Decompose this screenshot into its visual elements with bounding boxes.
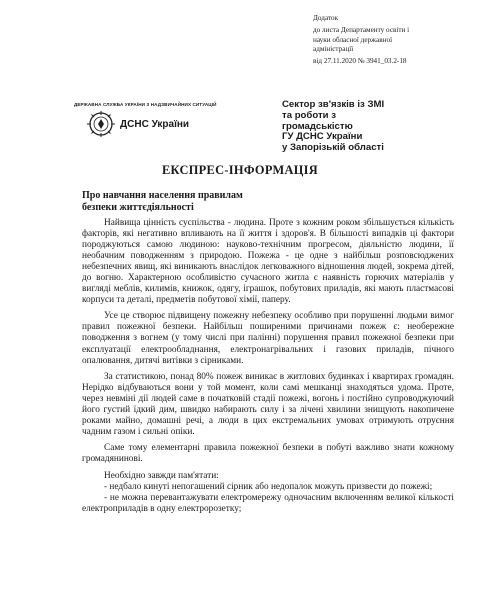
emblem-icon: [84, 110, 118, 138]
recipient-line: ГУ ДСНС України: [282, 131, 363, 143]
list-item: - не можна перевантажувати електромережу одночасним включенням великої кількості електроприладів в одну електророзетку;: [82, 493, 454, 515]
recipient-block: [282, 100, 472, 154]
recipient-line: та роботи з: [282, 109, 336, 121]
paragraph: За статистикою, понад 80% пожеж виникає в житлових будинках і квартирах громадян. Нерідко відбуваються вони у той момент, коли самі мешканці знаходяться удома. Проте, через невміні дії людей саме в початковій стадії пожежі, вогонь і постійно супроводжуючий його густий їдкий дим, швидко набирають силу і за лічені хвилини знищують накопичене роками майно, домашні речі, а люди в цих екстремальних умовах отримують отруєння чадним газом і сильні опіки.: [82, 371, 454, 437]
annex-title: Додаток: [313, 14, 339, 22]
annex-to-line: до листа Департаменту освіти і: [313, 26, 410, 35]
body-text: [82, 218, 454, 515]
recipient-line: у Запорізькій області: [282, 142, 384, 154]
paragraph: Найвища цінність суспільства - людина. Проте з кожним роком збільшується кількість факторів, які негативно впливають на її життя і здоров'я. В більшості випадків ці фактори породжуються самою людиною: науково-технічним прогресом, діяльністю людини, її необачним поводженням з природою. Пожежа - це одне з найбільш розповсюджених небезпечних явищ, які виникають внаслідок легковажного відношення людей, зокрема дітей, до вогню. Характерною особливістю сучасного житла є наявність горючих матеріалів у вигляді меблів, килимів, книжок, одягу, іграшок, побутових приладів, які мають пластмасові корпуси та деталі, предметів побутової хімії, паперу.: [82, 218, 454, 306]
recipient-line: Сектор зв'язків із ЗМІ: [282, 99, 385, 110]
annex-reference: від 27.11.2020 № 3941_03.2-18: [313, 56, 407, 65]
agency-short-name: ДСНС України: [120, 118, 190, 130]
annex-to-line: науки обласної державної: [313, 35, 393, 44]
paragraph: Усе це створює підвищену пожежну небезпеку особливо при порушенні людьми вимог правил пожежної безпеки. Найбільш поширеними причинами пожеж є: необережне поводження з вогнем (у тому числі при палінні) порушення правил пожежної безпеки при експлуатації електрообладнання, електронагрівальних і газових приладів, пічного опалювання, дитячі витівки з сірниками.: [82, 311, 454, 366]
recipient-line: громадськістю: [282, 120, 353, 132]
paragraph: Саме тому елементарні правила пожежної безпеки в побуті важливо знати кожному громадянинові.: [82, 442, 454, 464]
agency-name: ДЕРЖАВНА СЛУЖБА УКРАЇНИ З НАДЗВИЧАЙНИХ СИТУАЦІЙ: [74, 102, 217, 107]
document-title: ЕКСПРЕС-ІНФОРМАЦІЯ: [161, 163, 319, 177]
annex-block: [313, 14, 473, 66]
dsns-logo: [74, 102, 234, 138]
subject-line: Про навчання населення правилам: [82, 190, 243, 201]
annex-to-line: адміністрації: [313, 45, 354, 54]
list-item: - недбало кинуті непогашений сірник або недопалок можуть призвести до пожежі;: [104, 482, 433, 493]
subject-line: безпеки життєдіяльності: [82, 201, 194, 213]
subject-heading: [82, 190, 332, 213]
paragraph: Необхідно завжди пам'ятати:: [104, 470, 219, 481]
